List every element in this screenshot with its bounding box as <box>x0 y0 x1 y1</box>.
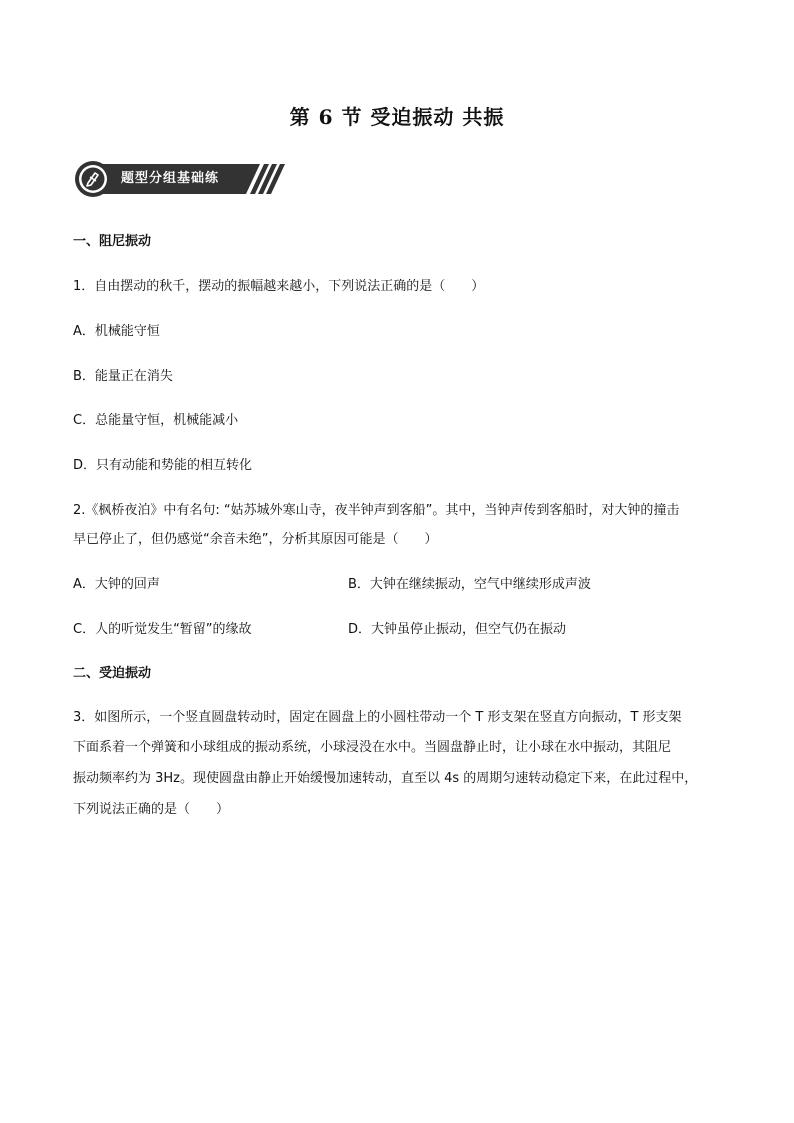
question-2-option-b: B．大钟在继续振动，空气中继续形成声波 <box>348 577 591 592</box>
question-3-stem-line-4: 下列说法正确的是（ ） <box>73 802 230 817</box>
section-heading-damped: 一、阻尼振动 <box>73 234 152 249</box>
question-2-stem-line-1: 2.《枫桥夜泊》中有名句: “姑苏城外寒山寺，夜半钟声到客船”。其中，当钟声传到客船时，对大钟的撞击 <box>73 503 680 518</box>
pencil-badge-icon <box>82 168 104 190</box>
section-heading-forced: 二、受迫振动 <box>73 666 152 681</box>
question-3-stem-line-2: 下面系着一个弹簧和小球组成的振动系统，小球浸没在水中。当圆盘静止时，让小球在水中振动，其阻尼 <box>73 740 672 755</box>
question-1-option-b: B．能量正在消失 <box>73 369 173 384</box>
question-1-option-d: D．只有动能和势能的相互转化 <box>73 458 253 473</box>
banner-label: 题型分组基础练 <box>121 171 220 186</box>
question-2-stem-line-2: 早已停止了，但仍感觉“余音未绝”，分析其原因可能是（ ） <box>73 532 438 547</box>
section-banner <box>74 160 286 198</box>
question-2-option-d: D．大钟虽停止振动，但空气仍在振动 <box>348 622 567 637</box>
question-3-stem-line-3: 振动频率约为 3Hz。现使圆盘由静止开始缓慢加速转动，直至以 4s 的周期匀速转动稳定下来，在此过程中， <box>73 771 698 786</box>
question-1-option-c: C．总能量守恒，机械能减小 <box>73 413 239 428</box>
question-1-option-a: A．机械能守恒 <box>73 324 160 339</box>
question-1-stem: 1．自由摆动的秋千，摆动的振幅越来越小，下列说法正确的是（ ） <box>73 279 485 294</box>
question-2-option-c: C．人的听觉发生“暂留”的缘故 <box>73 622 252 637</box>
question-2-option-a: A．大钟的回声 <box>73 577 160 592</box>
question-3-stem-line-1: 3．如图所示，一个竖直圆盘转动时，固定在圆盘上的小圆柱带动一个 T 形支架在竖直方向振动，T 形支架 <box>73 710 682 725</box>
page-title: 第 6 节 受迫振动 共振 <box>289 105 505 129</box>
